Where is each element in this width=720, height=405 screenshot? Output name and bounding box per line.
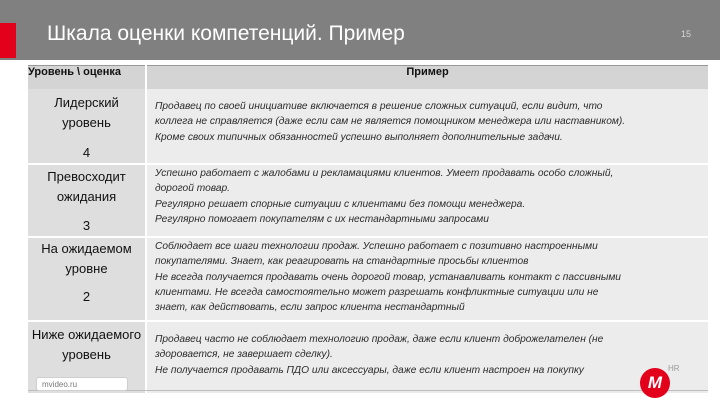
level-name-line: уровень [62,347,111,362]
table-row [28,164,708,237]
column-header-level: Уровень \ оценка [28,66,146,90]
level-name-line: уровне [65,261,108,276]
example-line: знает, как действовать, если запрос клиента нестандартный [155,302,465,314]
brand-accent-tab [0,23,16,58]
example-line: Успешно работает с жалобами и рекламациями клиентов. Умеет продавать особо сложный, [155,168,614,179]
level-name-line: Лидерский [54,95,119,110]
slide-number: 15 [681,29,692,39]
table-row [28,321,708,394]
example-line: Продавец часто не соблюдает технологию продаж, даже если клиент доброжелателен (не [155,334,604,345]
level-cell [28,164,146,237]
table-header-row [28,66,708,90]
table-row [28,237,708,321]
mvideo-logo: М [640,368,670,398]
example-line: Регулярно решает спорные ситуации с клиентами без помощи менеджера. [155,198,526,210]
example-line: коллега не справляется (даже если сам не является помощником менеджера или наставником). [155,116,626,128]
slide-header [0,0,720,60]
example-line: клиентами. Не всегда самостоятельно может разрешать конфликтные ситуации или не [155,286,599,298]
table-row [28,89,708,164]
level-name-line: На ожидаемом [41,241,132,256]
level-number: 3 [82,218,91,233]
level-name-line: Превосходит [47,169,126,184]
example-line: дорогой товар. [155,183,230,195]
example-line: Соблюдает все шаги технологии продаж. Успешно работает с позитивно настроенными [155,241,598,252]
example-line: Не всегда получается продавать очень дорогой товар, устанавливать контакт с пассивными [155,271,621,283]
level-cell [28,89,146,164]
footer-divider [28,390,708,391]
level-name-line: ожидания [56,189,117,204]
example-line: Кроме своих типичных обязанностей успешно выполняет дополнительные задачи. [155,131,563,143]
example-cell [146,237,708,321]
example-line: покупателями. Знает, как реагировать на стандартные просьбы клиентов [155,256,529,268]
example-line: Продавец по своей инициативе включается в решение сложных ситуаций, если видит, что [155,101,603,112]
example-cell [146,89,708,164]
level-name-line: Ниже ожидаемого [31,327,142,342]
example-line: Регулярно помогает покупателям с их нестандартными запросами [155,213,489,225]
level-cell [28,237,146,321]
example-line: здоровается, не завершает сделку). [155,349,333,361]
column-header-example: Пример [146,66,708,90]
level-name-line: уровень [62,115,111,130]
level-number: 4 [82,145,91,160]
competency-scale-table [28,65,708,395]
example-cell [146,164,708,237]
site-link[interactable]: mvideo.ru [36,377,128,391]
example-cell [146,321,708,394]
slide-title: Шкала оценки компетенций. Пример [47,22,405,45]
hr-tag: HR [668,364,680,373]
level-number: 2 [82,289,91,304]
example-line: Не получается продавать ПДО или аксессуары, даже если клиент настроен на покупку [155,364,584,376]
